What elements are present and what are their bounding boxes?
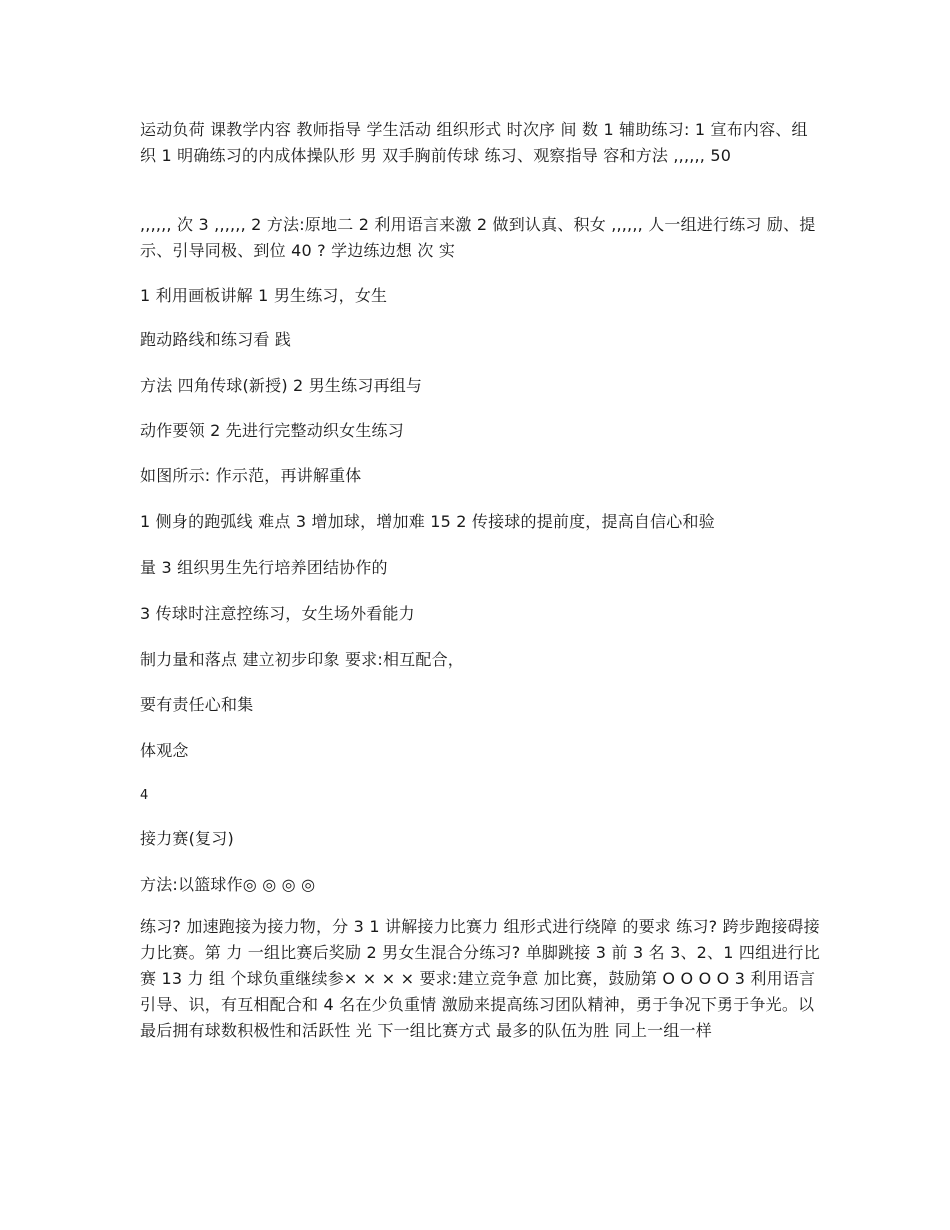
paragraph-line-4: 跑动路线和练习看 践 (140, 330, 292, 349)
paragraph-line-3: 1 利用画板讲解 1 男生练习，女生 (140, 286, 388, 305)
paragraph-line-10: 3 传球时注意控练习，女生场外看能力 (140, 604, 415, 623)
paragraph-method-1: ,,,,,, 次 3 ,,,,,, 2 方法:原地二 2 利用语言来激 2 做到认真、积女 ,,,,,, 人一组进行练习 励、提示、引导同极、到位 40 ? 学边练边想 次 实 (140, 215, 816, 260)
paragraph-line-6: 动作要领 2 先进行完整动织女生练习 (140, 421, 404, 440)
paragraph-line-7: 如图所示: 作示范，再讲解重体 (140, 466, 362, 485)
paragraph-line-8: 1 侧身的跑弧线 难点 3 增加球，增加难 15 2 传接球的提前度，提高自信心和验 (140, 512, 715, 531)
paragraph-relay-details: 练习? 加速跑接为接力物，分 3 1 讲解接力比赛力 组形式进行绕障 的要求 练习? 跨步跑接碍接力比赛。第 力 一组比赛后奖励 2 男女生混合分练习? 单脚跳接 3 前 3 名 3、2、1 四组进行比赛 13 力 组 个球负重继续参× × × × 要求:建立竞争意 加比赛，鼓励第 O O O O 3 利用语言引导、识，有互相配合和 4 名在少负重情 激励来提高练习团队精神，勇于争况下勇于争光。以最后拥有球数积极性和活跃性 光 下一组比赛方式 最多的队伍为胜 同上一组一样 (140, 917, 820, 1040)
paragraph-relay-method: 方法:以篮球作◎ ◎ ◎ ◎ (140, 875, 316, 894)
paragraph-line-5: 方法 四角传球(新授) 2 男生练习再组与 (140, 376, 423, 395)
paragraph-lesson-header: 运动负荷 课教学内容 教师指导 学生活动 组织形式 时次序 间 数 1 辅助练习: 1 宣布内容、组织 1 明确练习的内成体操队形 男 双手胸前传球 练习、观察指导 容和方法 ,,,,,, 50 (140, 120, 808, 165)
paragraph-line-12: 要有责任心和集 (140, 695, 254, 714)
section-number: 4 (140, 788, 149, 803)
section-title-relay: 接力赛(复习) (140, 829, 234, 848)
paragraph-line-11: 制力量和落点 建立初步印象 要求:相互配合， (140, 650, 464, 669)
paragraph-line-9: 量 3 组织男生先行培养团结协作的 (140, 558, 388, 577)
paragraph-line-13: 体观念 (140, 741, 189, 760)
